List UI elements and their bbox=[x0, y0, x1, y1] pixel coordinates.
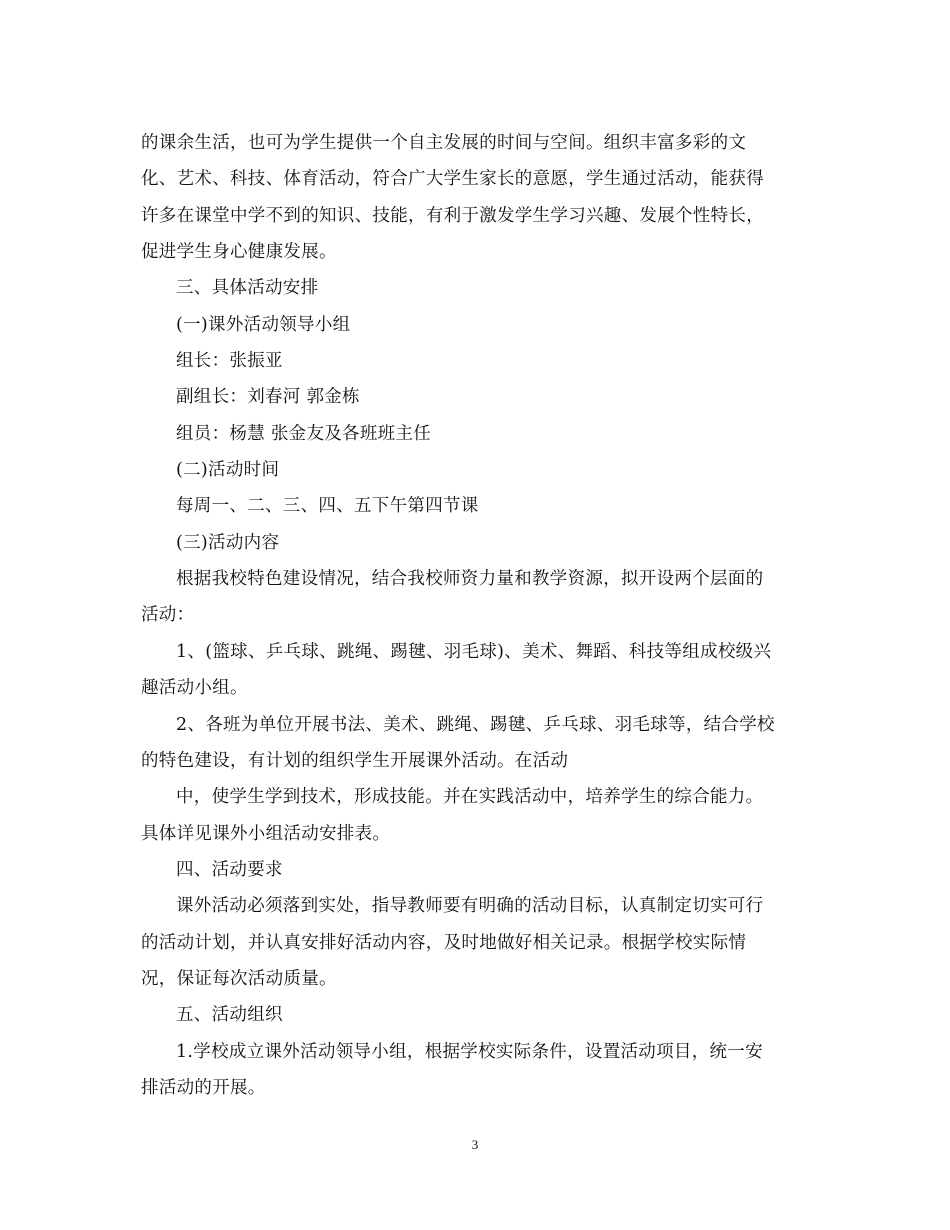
paragraph-line: 具体详见课外小组活动安排表。 bbox=[141, 824, 391, 844]
paragraph-line: 的课余生活，也可为学生提供一个自主发展的时间与空间。组织丰富多彩的文 bbox=[141, 133, 747, 153]
paragraph-line: 组长：张振亚 bbox=[176, 351, 283, 371]
paragraph-line: 2、各班为单位开展书法、美术、跳绳、踢毽、乒乓球、羽毛球等，结合学校 bbox=[176, 715, 775, 735]
paragraph-line: 1.学校成立课外活动领导小组，根据学校实际条件，设置活动项目，统一安 bbox=[176, 1042, 763, 1062]
section-heading: 四、活动要求 bbox=[176, 860, 283, 880]
paragraph-line: 根据我校特色建设情况，结合我校师资力量和教学资源，拟开设两个层面的 bbox=[176, 569, 764, 589]
section-heading: 三、具体活动安排 bbox=[176, 278, 319, 298]
paragraph-line: 排活动的开展。 bbox=[141, 1078, 266, 1098]
paragraph-line: 中，使学生学到技术，形成技能。并在实践活动中，培养学生的综合能力。 bbox=[176, 787, 764, 807]
paragraph-line: 促进学生身心健康发展。 bbox=[141, 242, 337, 262]
paragraph-line: 副组长：刘春河 郭金栋 bbox=[176, 387, 360, 407]
subsection-heading: (二)活动时间 bbox=[176, 460, 280, 480]
paragraph-line: 趣活动小组。 bbox=[141, 678, 248, 698]
paragraph-line: 活动： bbox=[141, 605, 195, 625]
page-number: 3 bbox=[471, 1137, 479, 1152]
subsection-heading: (三)活动内容 bbox=[176, 533, 280, 553]
paragraph-line: 许多在课堂中学不到的知识、技能，有利于激发学生学习兴趣、发展个性特长， bbox=[141, 206, 764, 226]
paragraph-line: 1、(篮球、乒乓球、跳绳、踢毽、羽毛球)、美术、舞蹈、科技等组成校级兴 bbox=[176, 642, 772, 662]
paragraph-line: 每周一、二、三、四、五下午第四节课 bbox=[176, 496, 479, 516]
paragraph-line: 组员：杨慧 张金友及各班班主任 bbox=[176, 424, 432, 444]
paragraph-line: 化、艺术、科技、体育活动，符合广大学生家长的意愿，学生通过活动，能获得 bbox=[141, 169, 764, 189]
paragraph-line: 况，保证每次活动质量。 bbox=[141, 969, 337, 989]
paragraph-line: 的特色建设，有计划的组织学生开展课外活动。在活动 bbox=[141, 751, 569, 771]
section-heading: 五、活动组织 bbox=[176, 1005, 283, 1025]
subsection-heading: (一)课外活动领导小组 bbox=[176, 315, 351, 335]
paragraph-line: 的活动计划，并认真安排好活动内容，及时地做好相关记录。根据学校实际情 bbox=[141, 933, 747, 953]
paragraph-line: 课外活动必须落到实处，指导教师要有明确的活动目标，认真制定切实可行 bbox=[176, 896, 764, 916]
